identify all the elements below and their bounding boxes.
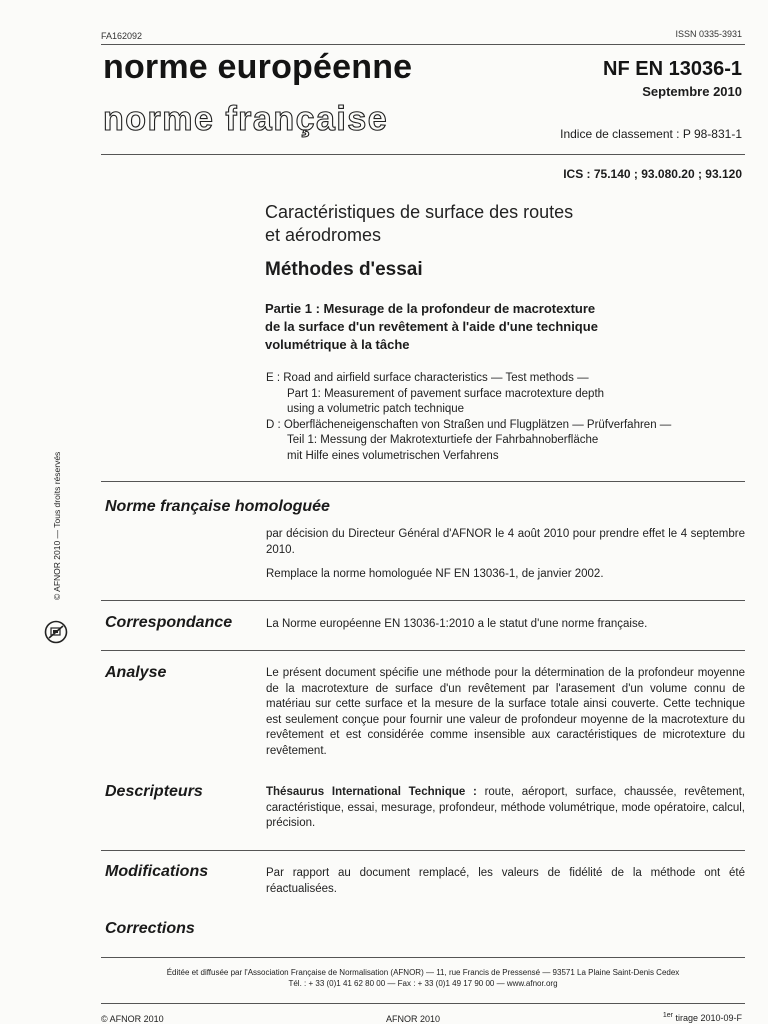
divider xyxy=(101,44,745,45)
part-title-line: Partie 1 : Mesurage de la profondeur de macrotexture xyxy=(265,301,596,316)
translation-line: Part 1: Measurement of pavement surface macrotexture depth xyxy=(287,387,605,400)
divider xyxy=(101,850,745,851)
descripteurs-text xyxy=(266,785,745,832)
divider xyxy=(101,957,745,958)
print-run-text: tirage 2010-09-F xyxy=(672,1013,742,1023)
modifications-text: Par rapport au document remplacé, les valeurs de fidélité de la méthode ont été réactualisées. xyxy=(266,867,745,895)
replaces-text: Remplace la norme homologuée NF EN 13036-1, de janvier 2002. xyxy=(266,568,604,580)
document-code: FA162092 xyxy=(101,31,143,41)
analyse-text: Le présent document spécifie une méthode pour la détermination de la profondeur moyenne de la macrotexture de surface d'un revêtement par l'arasement d'un volume connu de matériau sur cette surface et la mesure de la surface totale ainsi couverte. Cette technique est seulement conçue pour fournir une valeur de profondeur moyenne de la macrotexture du revêtement et est considérée comme insensible aux caractéristiques de microtexture du revêtement. xyxy=(266,667,745,757)
divider xyxy=(101,600,745,601)
divider xyxy=(101,154,745,155)
section-label-descripteurs: Descripteurs xyxy=(105,783,203,800)
no-photocopy-icon xyxy=(44,620,68,644)
publisher-contact: Tél. : + 33 (0)1 41 62 80 00 — Fax : + 33 (0)1 49 17 90 00 — www.afnor.org xyxy=(288,979,558,988)
section-label-correspondance: Correspondance xyxy=(105,614,233,631)
subtitle: Méthodes d'essai xyxy=(265,259,423,280)
side-copyright: © AFNOR 2010 — Tous droits réservés xyxy=(52,451,62,600)
section-label-analyse: Analyse xyxy=(105,664,167,681)
homologuee-text: par décision du Directeur Général d'AFNOR le 4 août 2010 pour prendre effet le 4 septembre 2010. xyxy=(266,528,745,556)
part-title-line: de la surface d'un revêtement à l'aide d'une technique xyxy=(265,319,598,334)
section-label-corrections: Corrections xyxy=(105,920,195,937)
title-french: norme française xyxy=(103,100,389,138)
ics-codes: ICS : 75.140 ; 93.080.20 ; 93.120 xyxy=(563,167,742,181)
section-label-modifications: Modifications xyxy=(105,863,209,880)
publisher-address: Éditée et diffusée par l'Association Française de Normalisation (AFNOR) — 11, rue Francis de Pressensé — 93571 La Plaine Saint-Denis Cedex xyxy=(166,968,680,977)
part-title-line: volumétrique à la tâche xyxy=(265,337,410,352)
divider xyxy=(101,650,745,651)
print-run xyxy=(663,1012,742,1023)
thesaurus-label: Thésaurus International Technique : xyxy=(266,786,477,798)
divider xyxy=(101,481,745,482)
section-label-homologuee: Norme française homologuée xyxy=(105,498,330,515)
translation-line: D : Oberflächeneigenschaften von Straßen und Flugplätzen — Prüfverfahren — xyxy=(266,418,672,431)
publication-date: Septembre 2010 xyxy=(642,84,742,99)
bottom-copyright: © AFNOR 2010 xyxy=(101,1014,164,1024)
publisher-footer xyxy=(101,968,745,988)
main-title xyxy=(265,201,573,247)
part-title xyxy=(265,300,598,354)
divider xyxy=(101,1003,745,1004)
bottom-publisher: AFNOR 2010 xyxy=(386,1014,441,1024)
classification-index: Indice de classement : P 98-831-1 xyxy=(560,127,742,141)
descripteurs-keywords: route, aéroport, surface, chaussée, revêtement, caractéristique, essai, mesurage, profondeur, méthode volumétrique, mode opératoire, calcul, précision. xyxy=(266,786,745,829)
title-european: norme européenne xyxy=(103,48,413,86)
correspondance-text: La Norme européenne EN 13036-1:2010 a le statut d'une norme française. xyxy=(266,618,648,630)
main-title-line: et aérodromes xyxy=(265,225,382,245)
print-run-ordinal: 1er xyxy=(662,1012,673,1019)
translated-titles xyxy=(266,371,671,464)
norm-reference: NF EN 13036-1 xyxy=(603,58,742,80)
issn: ISSN 0335-3931 xyxy=(675,29,742,39)
main-title-line: Caractéristiques de surface des routes xyxy=(265,202,574,222)
translation-line: using a volumetric patch technique xyxy=(287,403,465,415)
translation-line: Teil 1: Messung der Makrotexturtiefe der Fahrbahnoberfläche xyxy=(287,434,599,446)
translation-line: mit Hilfe eines volumetrischen Verfahrens xyxy=(287,449,499,462)
translation-line: E : Road and airfield surface characteristics — Test methods — xyxy=(266,372,589,384)
